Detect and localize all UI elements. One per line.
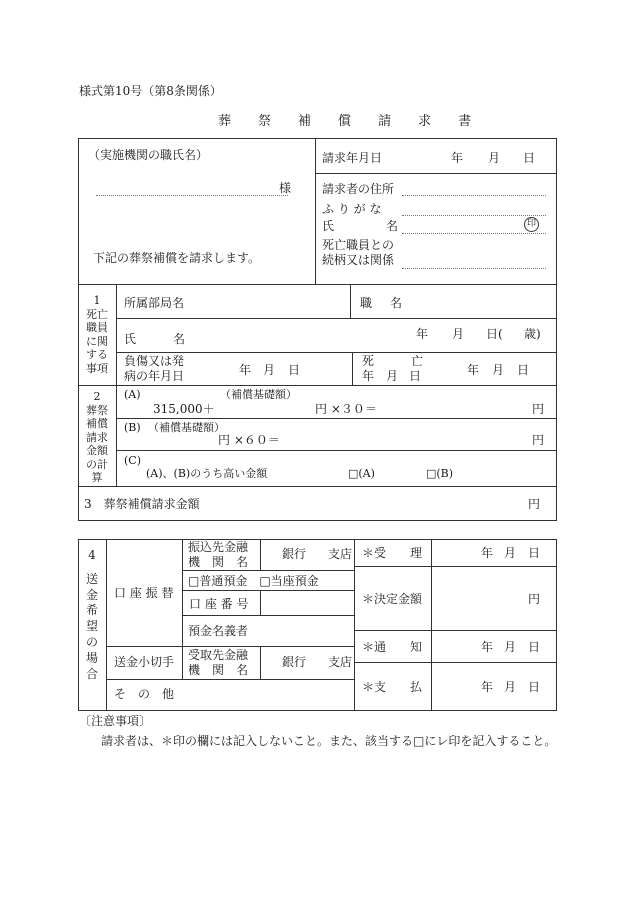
deposit-type-checkboxes[interactable]: □普通預金 □当座預金 <box>188 574 319 588</box>
job-label: 職 <box>360 296 373 310</box>
death-date-label: 死 <box>362 354 375 368</box>
deceased-name-label: 名 <box>173 332 186 346</box>
day-label: 日 <box>288 363 301 377</box>
month-label: 月 <box>492 363 505 377</box>
calc-b-base-label: （補償基礎額） <box>148 421 225 434</box>
calc-c-text: (A)、(B)のうち高い金額 <box>146 467 268 480</box>
option-b-checkbox[interactable]: □(B) <box>426 467 454 480</box>
relation-label: 続柄又は関係 <box>322 253 395 267</box>
calc-b-formula: 円 ×６０＝ <box>218 433 280 447</box>
title-char: 葬 <box>218 114 232 129</box>
addressee-label: （実施機関の職氏名） <box>88 148 209 162</box>
calc-a-mark: (A) <box>124 388 141 401</box>
month-label: 月 <box>263 363 276 377</box>
title-char: 補 <box>298 114 312 129</box>
section3-label: 3 葬祭補償請求金額 <box>84 497 200 511</box>
request-sentence: 下記の葬祭補償を請求します。 <box>93 251 261 265</box>
calc-a-base-label: （補償基礎額） <box>220 388 297 401</box>
name-label: 氏 <box>322 219 335 233</box>
section2-label: 2 葬祭 補償 請求 金額 の計 算 <box>86 390 108 484</box>
branch-suffix: 支店 <box>328 547 353 561</box>
day-label: 日 <box>517 363 530 377</box>
seal-icon: 印 <box>524 217 539 232</box>
death-date-label: 年 <box>362 369 375 383</box>
name-line[interactable] <box>402 233 546 234</box>
decided-amount-label: ＊決定金額 <box>362 592 423 606</box>
furigana-label: ふ り が な <box>322 202 382 216</box>
day-label: 日 <box>523 151 536 165</box>
receiving-bank-label: 機 関 名 <box>188 663 249 677</box>
address-label: 請求者の住所 <box>322 182 395 196</box>
yen-label: 円 <box>532 402 545 416</box>
title-char: 祭 <box>258 114 272 129</box>
bank-label: 振込先金融 <box>188 540 249 554</box>
relation-line[interactable] <box>402 268 546 269</box>
bank-suffix: 銀行 <box>282 547 307 561</box>
name-label: 名 <box>386 219 399 233</box>
calc-c-mark: (C) <box>124 454 141 467</box>
notes-heading: 〔注意事項〕 <box>79 714 152 728</box>
month-label: 月 <box>504 640 517 654</box>
calc-a-formula: 円 ×３０＝ <box>315 402 377 416</box>
dept-label: 所属部局名 <box>124 296 185 310</box>
notice-label: ＊通 知 <box>362 640 423 654</box>
furigana-line[interactable] <box>402 215 546 216</box>
month-label: 月 <box>504 680 517 694</box>
yen-label: 円 <box>532 433 545 447</box>
year-label: 年 <box>451 151 464 165</box>
month-label: 月 <box>452 327 465 341</box>
month-label: 月 <box>488 151 501 165</box>
title-char: 償 <box>338 114 352 129</box>
branch-suffix: 支店 <box>328 655 353 669</box>
account-holder-label: 預金名義者 <box>188 624 249 638</box>
year-label: 年 <box>481 680 494 694</box>
calc-b-mark: (B) <box>124 421 141 434</box>
section1-label: 1 死亡 職員 に関 する 事項 <box>86 294 108 375</box>
sama-label: 様 <box>279 181 292 195</box>
death-date-label: 月 <box>386 369 399 383</box>
title-char: 書 <box>458 114 472 129</box>
receiving-bank-label: 受取先金融 <box>188 648 249 662</box>
relation-label: 死亡職員との <box>322 238 395 252</box>
age-label: 歳) <box>524 327 541 341</box>
section4-label: 4 送 金 希 望 の 場 合 <box>85 548 98 681</box>
year-label: 年 <box>239 363 252 377</box>
bank-label: 機 関 名 <box>188 555 249 569</box>
form-title <box>218 115 471 128</box>
other-label: そ の 他 <box>114 687 175 701</box>
day-label: 日 <box>528 680 541 694</box>
addressee-line[interactable] <box>96 195 288 196</box>
yen-label: 円 <box>528 497 541 511</box>
received-label: ＊受 理 <box>362 546 423 560</box>
calc-a-amount: 315,000＋ <box>153 402 215 416</box>
payment-label: ＊支 払 <box>362 680 423 694</box>
deceased-name-label: 氏 <box>124 332 137 346</box>
day-label: 日 <box>528 640 541 654</box>
injury-date-label: 負傷又は発 <box>124 354 185 368</box>
bank-suffix: 銀行 <box>282 655 307 669</box>
year-label: 年 <box>481 640 494 654</box>
account-number-label: 口 座 番 号 <box>189 597 249 611</box>
year-label: 年 <box>467 363 480 377</box>
death-date-label: 亡 <box>411 354 424 368</box>
year-label: 年 <box>481 546 494 560</box>
form-number: 様式第10号（第8条関係） <box>79 84 222 98</box>
title-char: 請 <box>378 114 392 129</box>
death-date-label: 日 <box>409 369 422 383</box>
birth-day-label: 日( <box>486 327 503 341</box>
check-label: 送金小切手 <box>114 655 175 669</box>
yen-label: 円 <box>528 592 541 606</box>
month-label: 月 <box>504 546 517 560</box>
address-line[interactable] <box>402 195 546 196</box>
injury-date-label: 病の年月日 <box>124 369 185 383</box>
notes-body: 請求者は、＊印の欄には記入しないこと。また、該当する□にレ印を記入すること。 <box>101 734 557 748</box>
year-label: 年 <box>416 327 429 341</box>
title-char: 求 <box>418 114 432 129</box>
request-date-label: 請求年月日 <box>322 151 383 165</box>
option-a-checkbox[interactable]: □(A) <box>348 467 375 480</box>
transfer-label: 口 座 振 替 <box>114 586 174 600</box>
day-label: 日 <box>528 546 541 560</box>
job-label: 名 <box>390 296 403 310</box>
